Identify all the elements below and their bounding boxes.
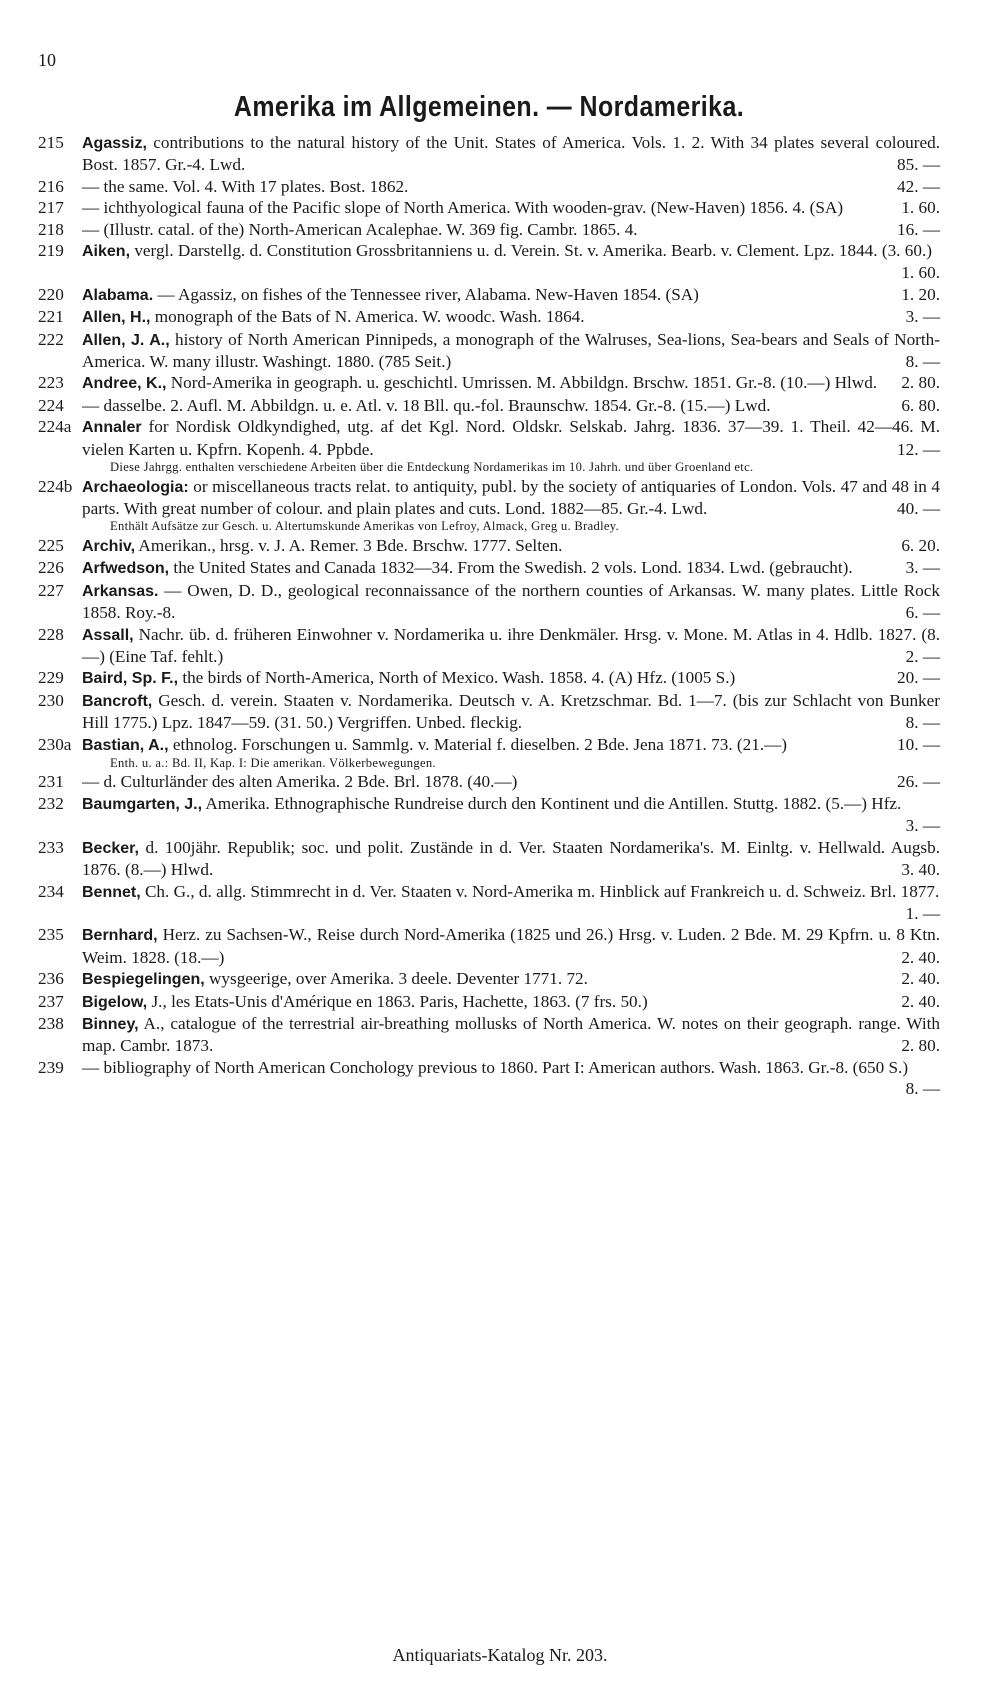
catalog-entry [38, 690, 940, 734]
catalog-entry [38, 306, 940, 328]
entry-author: Archiv, [82, 537, 136, 555]
catalog-entry [38, 1057, 940, 1100]
entry-number: 222 [38, 329, 64, 349]
entry-description: — dasselbe. 2. Aufl. M. Abbildgn. u. e. Atl. v. 18 Bll. qu.-fol. Braunschw. 1854. Gr.-8. (15.—) Lwd. [82, 395, 771, 415]
catalog-entry [38, 372, 940, 394]
catalog-entry [38, 132, 940, 176]
entry-description: ethnolog. Forschungen u. Sammlg. v. Material f. dieselben. 2 Bde. Jena 1871. 73. (21.—) [172, 734, 788, 754]
entry-body [82, 197, 940, 218]
entry-number: 235 [38, 925, 64, 945]
entry-price: 2. 80. [901, 1036, 940, 1056]
entry-description: — Agassiz, on fishes of the Tennessee river, Alabama. New-Haven 1854. (SA) [157, 284, 699, 304]
entry-description: Amerikan., hrsg. v. J. A. Remer. 3 Bde. Brschw. 1777. Selten. [138, 535, 563, 555]
entry-number: 236 [38, 969, 64, 989]
entry-author: Binney, [82, 1015, 139, 1033]
entry-body [82, 476, 940, 535]
entry-price: 1. 20. [901, 284, 940, 304]
entry-number: 231 [38, 772, 64, 792]
entry-body [82, 284, 940, 306]
entry-author: Agassiz, [82, 135, 147, 152]
entry-number: 224b [38, 476, 73, 496]
entry-price: 1. 60. [901, 198, 940, 218]
entry-description: the United States and Canada 1832—34. From the Swedish. 2 vols. Lond. 1834. Lwd. (gebraucht). [173, 558, 853, 578]
entry-body [82, 372, 940, 394]
entry-body [82, 793, 940, 837]
entry-number: 215 [38, 133, 64, 152]
catalog-entry [38, 771, 940, 792]
catalog-entry [38, 624, 940, 668]
entry-author: Baird, Sp. F., [82, 670, 179, 688]
entry-number: 234 [38, 881, 64, 901]
entry-number: 230a [38, 734, 72, 754]
entry-number: 239 [38, 1057, 64, 1077]
entry-price: 6. 20. [901, 535, 940, 555]
catalog-entry [38, 667, 940, 689]
entry-body [82, 557, 940, 579]
entry-description: history of North American Pinnipeds, a monograph of the Walruses, Sea-lions, Sea-bears and Seals of North-America. W. many illustr. Washingt. 1880. (785 Seit.) [82, 329, 940, 372]
entry-price: 42. — [897, 176, 940, 196]
entry-body [82, 1013, 940, 1057]
entry-body [82, 837, 940, 881]
entry-body [82, 968, 940, 990]
entry-body [82, 132, 940, 176]
entry-description: — (Illustr. catal. of the) North-American Acalephae. W. 369 fig. Cambr. 1865. 4. [82, 219, 638, 239]
entry-body [82, 624, 940, 668]
entry-author: Allen, H., [82, 309, 151, 327]
catalog-entry [38, 476, 940, 535]
catalog-entry [38, 219, 940, 240]
entry-author: Alabama. [82, 286, 154, 304]
entry-number: 224a [38, 417, 72, 437]
entry-price: 12. — [897, 439, 940, 459]
entry-author: Bennet, [82, 883, 141, 901]
entry-description: — d. Culturländer des alten Amerika. 2 Bde. Brl. 1878. (40.—) [82, 772, 518, 792]
entry-body [82, 1057, 940, 1100]
entry-description: for Nordisk Oldkyndighed, utg. af det Kgl. Nord. Oldskr. Selskab. Jahrg. 1836. 37—39. 1. Theil. 42—46. M. vielen Karten u. Kpfrn. Kopenh. 4. Ppbde. [82, 417, 940, 459]
entry-price: 2. 80. [901, 373, 940, 393]
entry-description: d. 100jähr. Republik; soc. und polit. Zustände in d. Ver. Staaten Nordamerika's. M. Einltg. v. Hellwald. Augsb. 1876. (8.—) Hlwd. [82, 837, 940, 880]
entry-body [82, 690, 940, 734]
entry-description: J., les Etats-Unis d'Amérique en 1863. Paris, Hachette, 1863. (7 frs. 50.) [151, 991, 648, 1011]
entry-description: Nord-Amerika in geograph. u. geschichtl. Umrissen. M. Abbildgn. Brschw. 1851. Gr.-8. (10.—) Hlwd. [170, 373, 878, 393]
entry-author: Bigelow, [82, 993, 148, 1011]
catalog-entry [38, 197, 940, 218]
catalog-entry [38, 837, 940, 881]
entry-author: Archaeologia: [82, 478, 189, 496]
entry-number: 238 [38, 1013, 64, 1033]
catalog-entry [38, 535, 940, 557]
catalog-entry [38, 557, 940, 579]
entry-description: — ichthyological fauna of the Pacific slope of North America. With wooden-grav. (New-Haven) 1856. 4. (SA) [82, 198, 844, 218]
entry-body [82, 881, 940, 925]
entry-description: — the same. Vol. 4. With 17 plates. Bost. 1862. [82, 176, 409, 196]
entry-description: the birds of North-America, North of Mexico. Wash. 1858. 4. (A) Hfz. (1005 S.) [182, 668, 736, 688]
entry-description: — bibliography of North American Conchology previous to 1860. Part I: American authors. Wash. 1863. Gr.-8. (650 S.) [82, 1057, 909, 1077]
entry-number: 219 [38, 241, 64, 261]
entry-author: Bernhard, [82, 927, 158, 945]
entry-author: Bancroft, [82, 692, 153, 710]
entry-description: or miscellaneous tracts relat. to antiquity, publ. by the society of antiquaries of London. Vols. 47 and 48 in 4 parts. With great number of colour. and plain plates and cuts. Lond. 1882—85. Gr.-4. Lwd. [82, 476, 941, 518]
entry-body [82, 219, 940, 240]
entry-price: 3. 40. [901, 860, 940, 880]
entry-author: Arfwedson, [82, 560, 170, 578]
entry-author: Arkansas. [82, 582, 159, 600]
entry-price: 2. — [905, 646, 940, 666]
entry-number: 224 [38, 395, 64, 415]
entry-description: wysgeerige, over Amerika. 3 deele. Deventer 1771. 72. [209, 969, 588, 989]
entry-author: Baumgarten, J., [82, 795, 203, 813]
entry-description: Amerika. Ethnographische Rundreise durch den Kontinent und die Antillen. Stuttg. 1882. (5.—) Hfz. [205, 793, 902, 813]
catalog-entry [38, 924, 940, 968]
catalog-entry [38, 395, 940, 416]
entry-price: 8. — [905, 1079, 940, 1099]
entry-number: 229 [38, 668, 64, 688]
entry-number: 230 [38, 690, 64, 710]
catalog-entry [38, 991, 940, 1013]
catalog-entries [38, 132, 940, 1100]
entry-description: Herz. zu Sachsen-W., Reise durch Nord-Amerika (1825 und 26.) Hrsg. v. Luden. 2 Bde. M. 29 Kpfrn. u. 8 Ktn. Weim. 1828. (18.—) [82, 925, 940, 967]
entry-number: 226 [38, 558, 64, 578]
entry-price: 3. — [905, 558, 940, 578]
entry-number: 218 [38, 219, 64, 239]
entry-price: 6. — [905, 603, 940, 623]
entry-body [82, 416, 940, 475]
entry-price: 1. 60. [901, 263, 940, 283]
entry-number: 233 [38, 837, 64, 857]
section-title: Amerika im Allgemeinen. — Nordamerika. [233, 91, 745, 123]
entry-number: 216 [38, 176, 64, 196]
catalog-entry [38, 284, 940, 306]
catalog-entry [38, 176, 940, 197]
entry-number: 237 [38, 991, 64, 1011]
entry-body [82, 734, 940, 772]
catalog-entry [38, 580, 940, 624]
entry-body [82, 329, 940, 373]
entry-price: 3. — [905, 816, 940, 836]
entry-body [82, 991, 940, 1013]
entry-author: Allen, J. A., [82, 331, 170, 349]
catalog-entry [38, 416, 940, 475]
entry-price: 1. — [905, 903, 940, 923]
entry-author: Andree, K., [82, 375, 167, 393]
entry-price: 20. — [897, 668, 940, 688]
entry-body [82, 924, 940, 968]
entry-price: 2. 40. [901, 991, 940, 1011]
entry-description: Gesch. d. verein. Staaten v. Nordamerika. Deutsch v. A. Kretzschmar. Bd. 1—7. (bis zur Schlacht von Bunker Hill 1775.) Lpz. 1847—59. (31. 50.) Vergriffen. Unbed. fleckig. [82, 690, 940, 733]
entry-price: 3. — [905, 307, 940, 327]
catalog-footer: Antiquariats-Katalog Nr. 203. [392, 1645, 608, 1665]
entry-body [82, 535, 940, 557]
entry-body [82, 667, 940, 689]
entry-author: Bastian, A., [82, 736, 169, 754]
entry-body [82, 395, 940, 416]
entry-author: Bespiegelingen, [82, 971, 205, 989]
entry-price: 10. — [897, 734, 940, 754]
entry-body [82, 176, 940, 197]
entry-number: 221 [38, 307, 64, 327]
entry-price: 2. 40. [901, 969, 940, 989]
entry-number: 225 [38, 535, 64, 555]
catalog-entry [38, 1013, 940, 1057]
entry-description: monograph of the Bats of N. America. W. woodc. Wash. 1864. [154, 307, 585, 327]
entry-number: 220 [38, 284, 64, 304]
entry-price: 40. — [897, 499, 940, 518]
entry-body [82, 306, 940, 328]
entry-description: — Owen, D. D., geological reconnaissance of the northern counties of Arkansas. W. many plates. Little Rock 1858. Roy.-8. [82, 580, 940, 623]
catalog-entry [38, 793, 940, 837]
entry-author: Becker, [82, 839, 139, 857]
entry-body [82, 580, 940, 624]
entry-author: Annaler [82, 419, 142, 437]
entry-price: 8. — [905, 352, 940, 372]
entry-number: 228 [38, 624, 64, 644]
entry-price: 8. — [905, 713, 940, 733]
catalog-entry [38, 881, 940, 925]
entry-note: Enth. u. a.: Bd. II, Kap. I: Die amerikan. Völkerbewegungen. [110, 755, 436, 770]
entry-note: Enthält Aufsätze zur Gesch. u. Altertumskunde Amerikas von Lefroy, Almack, Greg u. Bradley. [110, 519, 619, 534]
entry-description: Ch. G., d. allg. Stimmrecht in d. Ver. Staaten v. Nord-Amerika m. Hinblick auf Frankreich u. d. Schweiz. Brl. 1877. [144, 881, 940, 901]
entry-number: 232 [38, 793, 64, 813]
entry-price: 6. 80. [901, 395, 940, 415]
entry-number: 227 [38, 580, 64, 600]
entry-number: 217 [38, 198, 64, 218]
entry-body [82, 771, 940, 792]
entry-number: 223 [38, 373, 64, 393]
entry-description: vergl. Darstellg. d. Constitution Grossbritanniens u. d. Verein. St. v. Amerika. Bearb. v. Clement. Lpz. 1844. (3. 60.) [134, 241, 932, 261]
entry-body [82, 240, 940, 284]
entry-author: Assall, [82, 626, 134, 644]
catalog-entry [38, 240, 940, 284]
entry-price: 2. 40. [901, 947, 940, 967]
entry-price: 16. — [897, 219, 940, 239]
entry-description: A., catalogue of the terrestrial air-breathing mollusks of North America. W. notes on their geograph. range. With map. Cambr. 1873. [82, 1013, 940, 1056]
entry-note: Diese Jahrgg. enthalten verschiedene Arbeiten über die Entdeckung Nordamerikas im 10. Jahrh. und über Groenland etc. [110, 460, 754, 475]
catalog-entry [38, 329, 940, 373]
entry-author: Aiken, [82, 243, 131, 261]
catalog-entry [38, 734, 940, 772]
entry-price: 85. — [897, 155, 940, 175]
entry-description: contributions to the natural history of the Unit. States of America. Vols. 1. 2. With 34 plates several coloured. Bost. 1857. Gr.-4. Lwd. [82, 133, 940, 175]
entry-price: 26. — [897, 772, 940, 792]
page-number: 10 [38, 50, 56, 70]
entry-description: Nachr. üb. d. früheren Einwohner v. Nordamerika u. ihre Denkmäler. Hrsg. v. Mone. M. Atlas in 4. Hdlb. 1827. (8.—) (Eine Taf. fehlt.) [82, 624, 940, 666]
catalog-entry [38, 968, 940, 990]
